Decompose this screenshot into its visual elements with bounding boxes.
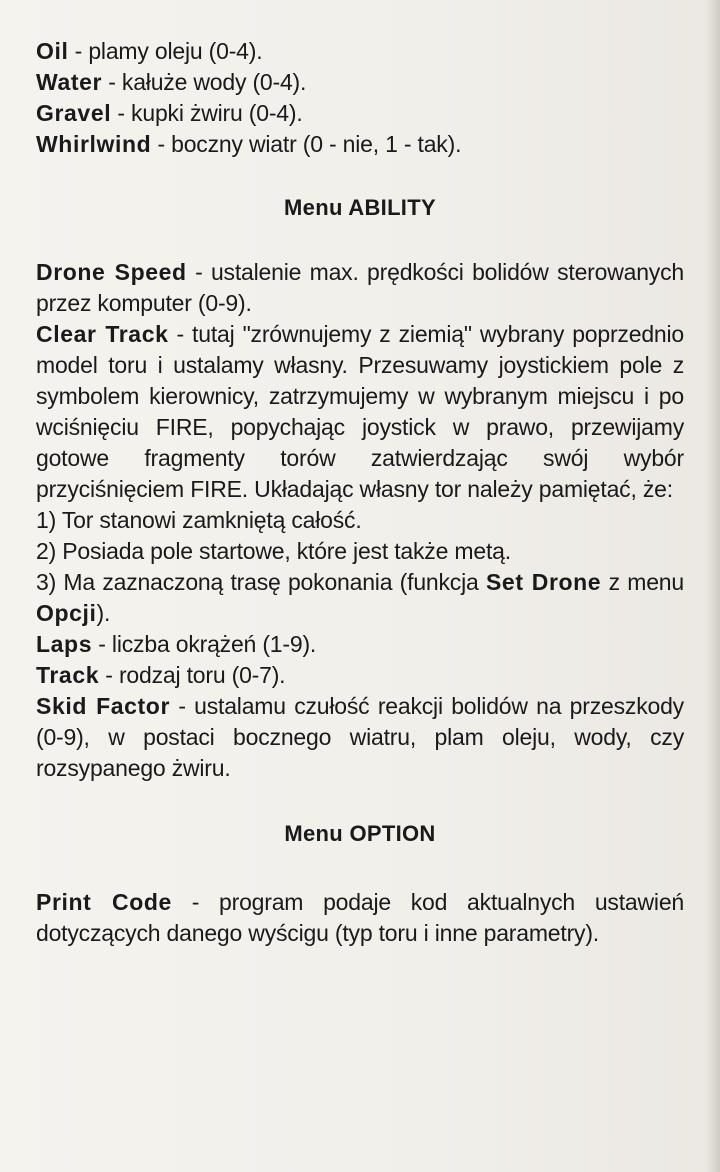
rule-3-text: ).	[96, 600, 111, 626]
definition: - tutaj "zrównujemy z ziemią" wybrany poprzednio model toru i ustalamy własny. Przesuwamy joystickiem pole z symbolem kierownicy, zatrzymujemy w wybranym miejscu i po wciśnięciu FIRE, popychając joystick w prawo, przewijamy gotowe fragmenty torów zatwierdzając swój wybór przyciśnięciem FIRE. Układając własny tor należy pamiętać, że:	[36, 321, 684, 502]
rule-3	[36, 567, 684, 629]
section-heading-ability: Menu ABILITY	[284, 195, 436, 220]
entry-print-code	[36, 887, 684, 949]
definition: - boczny wiatr (0 - nie, 1 - tak).	[151, 131, 462, 157]
definition: - rodzaj toru (0-7).	[99, 662, 286, 688]
entry-skid-factor	[36, 691, 684, 784]
definition: - ustalamu czułość reakcji bolidów na przeszkody (0-9), w postaci bocznego wiatru, plam oleju, wody, czy rozsypanego żwiru.	[36, 693, 684, 781]
setting-water	[36, 67, 684, 98]
definition: - kałuże wody (0-4).	[102, 69, 307, 95]
term: Skid Factor	[36, 693, 170, 719]
term: Clear Track	[36, 321, 169, 347]
section-heading-option: Menu OPTION	[284, 821, 436, 846]
page-edge-shadow	[706, 0, 720, 1172]
term: Oil	[36, 38, 69, 64]
definition: - program podaje kod aktualnych ustawień dotyczących danego wyścigu (typ toru i inne parametry).	[36, 889, 685, 946]
setting-oil	[36, 36, 684, 67]
entry-clear-track	[36, 319, 684, 505]
term: Laps	[36, 631, 93, 657]
setting-gravel	[36, 98, 684, 129]
term: Drone Speed	[36, 259, 187, 285]
definition: - kupki żwiru (0-4).	[111, 100, 303, 126]
entry-track	[36, 660, 684, 691]
entry-drone-speed	[36, 257, 684, 319]
term: Track	[36, 662, 100, 688]
rule-2: 2) Posiada pole startowe, które jest także metą.	[36, 538, 511, 564]
definition: - liczba okrążeń (1-9).	[92, 631, 317, 657]
definition: - plamy oleju (0-4).	[68, 38, 263, 64]
term: Opcji	[36, 600, 97, 626]
term: Whirlwind	[36, 131, 152, 157]
term: Water	[36, 69, 103, 95]
entry-laps	[36, 629, 684, 660]
setting-whirlwind	[36, 129, 684, 160]
rule-3-text: 3) Ma zaznaczoną trasę pokonania (funkcja	[36, 569, 486, 595]
page-content	[36, 36, 684, 949]
rule-3-text: z menu	[601, 569, 684, 595]
definition: - ustalenie max. prędkości bolidów sterowanych przez komputer (0-9).	[36, 259, 685, 316]
term: Set Drone	[485, 569, 602, 595]
term: Print Code	[36, 889, 172, 915]
rule-1: 1) Tor stanowi zamkniętą całość.	[36, 507, 362, 533]
term: Gravel	[36, 100, 112, 126]
